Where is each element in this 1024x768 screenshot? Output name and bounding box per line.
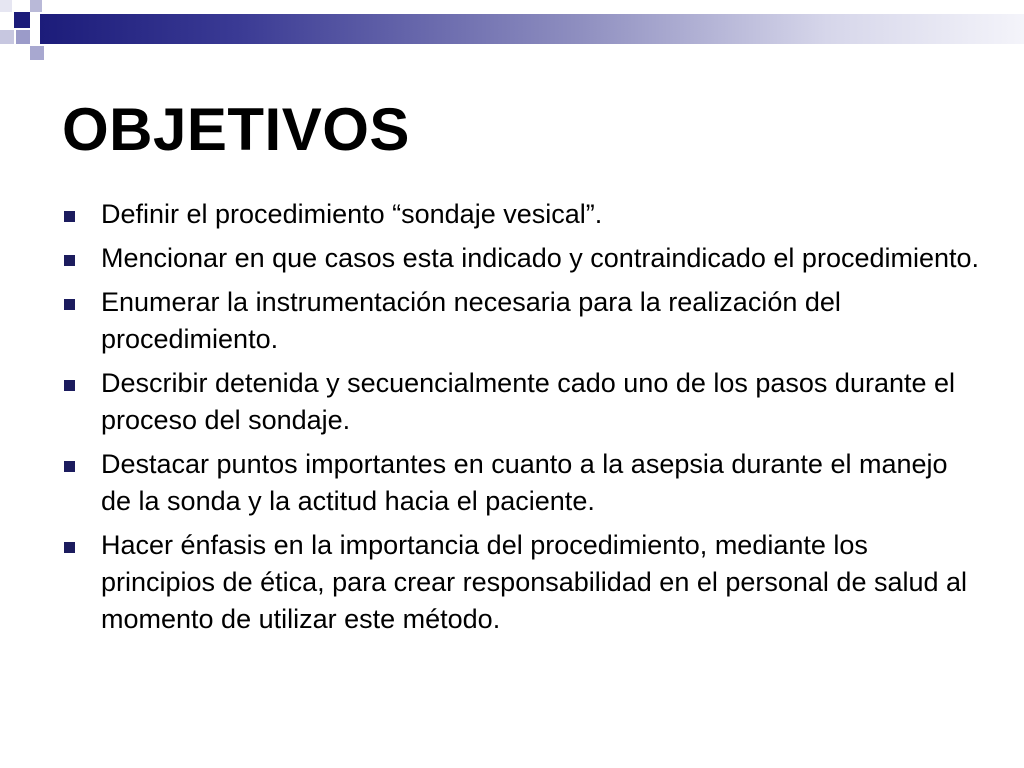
square-bullet-icon	[64, 542, 75, 553]
square-bullet-icon	[64, 380, 75, 391]
decor-square	[16, 30, 30, 44]
list-item-text: Mencionar en que casos esta indicado y contraindicado el procedimiento.	[101, 243, 980, 273]
list-item-text: Enumerar la instrumentación necesaria para la realización del procedimiento.	[101, 287, 841, 354]
square-bullet-icon	[64, 461, 75, 472]
decor-square	[0, 0, 12, 12]
objectives-list	[62, 196, 982, 645]
list-item	[62, 446, 982, 520]
list-item	[62, 527, 982, 638]
list-item	[62, 240, 982, 277]
square-bullet-icon	[64, 255, 75, 266]
slide-title: OBJETIVOS	[62, 96, 410, 163]
list-item-text: Definir el procedimiento “sondaje vesical”.	[101, 199, 603, 229]
list-item	[62, 284, 982, 358]
header-gradient-band	[40, 14, 1024, 44]
list-item-text: Describir detenida y secuencialmente cado uno de los pasos durante el proceso del sondaje.	[101, 368, 956, 435]
list-item	[62, 196, 982, 233]
list-item	[62, 365, 982, 439]
list-item-text: Destacar puntos importantes en cuanto a la asepsia durante el manejo de la sonda y la actitud hacia el paciente.	[101, 449, 948, 516]
decor-square	[14, 12, 30, 28]
decor-square	[30, 46, 44, 60]
decor-square	[30, 0, 42, 12]
square-bullet-icon	[64, 211, 75, 222]
square-bullet-icon	[64, 299, 75, 310]
list-item-text: Hacer énfasis en la importancia del procedimiento, mediante los principios de ética, para crear responsabilidad en el personal de salud al momento de utilizar este método.	[101, 530, 968, 634]
decor-square	[0, 30, 14, 44]
